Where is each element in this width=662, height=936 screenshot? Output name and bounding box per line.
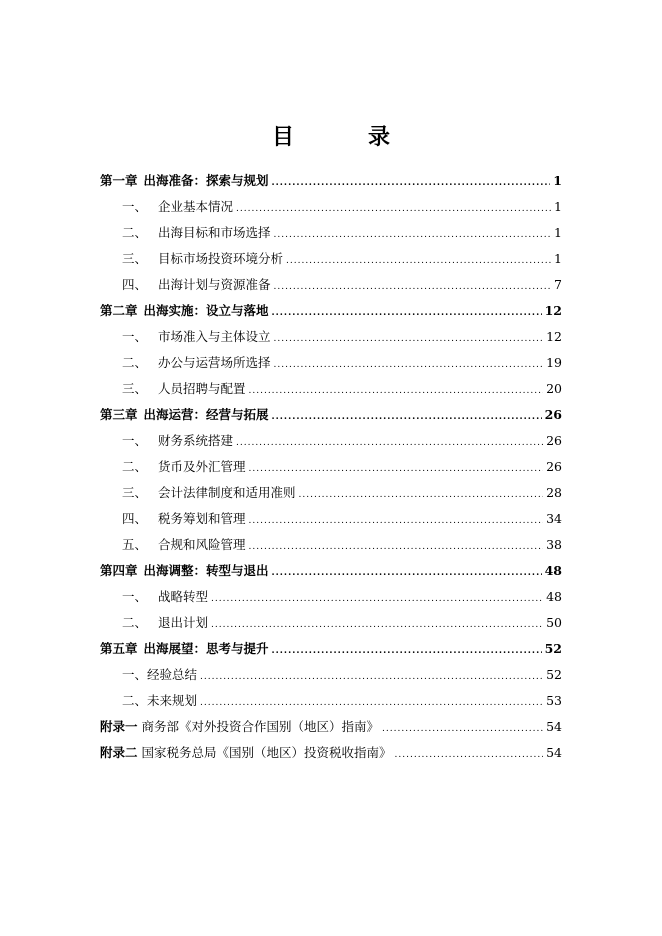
toc-entry-title: 商务部《对外投资合作国别（地区）指南》 <box>141 719 380 734</box>
toc-entry-number: 第一章 <box>100 173 138 188</box>
toc-entry-title: 国家税务总局《国别（地区）投资税收指南》 <box>141 745 392 760</box>
toc-entry-sub[interactable] <box>100 428 562 454</box>
dot-leader <box>299 482 544 508</box>
toc-entry-title: 出海运营：经营与拓展 <box>143 407 269 422</box>
table-of-contents <box>100 168 562 766</box>
dot-leader <box>286 248 551 274</box>
toc-entry-page: 54 <box>546 745 562 760</box>
toc-entry-sub[interactable] <box>100 584 562 610</box>
toc-entry-sub[interactable] <box>100 272 562 298</box>
toc-entry-page: 1 <box>554 251 562 266</box>
toc-entry-sub2[interactable] <box>100 662 562 688</box>
toc-entry-title: 货币及外汇管理 <box>158 459 246 474</box>
toc-entry-title: 目标市场投资环境分析 <box>158 251 284 266</box>
toc-entry-sub[interactable] <box>100 376 562 402</box>
toc-entry-number: 三、 <box>122 381 148 396</box>
dot-leader <box>272 170 551 196</box>
toc-entry-title: 出海目标和市场选择 <box>158 225 271 240</box>
toc-entry-page: 26 <box>544 407 562 422</box>
toc-entry-page: 53 <box>546 693 562 708</box>
dot-leader <box>249 456 544 482</box>
toc-entry-sub[interactable] <box>100 194 562 220</box>
toc-entry-number: 三、 <box>122 251 148 266</box>
toc-entry-number: 附录二 <box>100 745 138 760</box>
toc-entry-page: 26 <box>546 433 562 448</box>
toc-entry-page: 19 <box>546 355 562 370</box>
toc-entry-page: 34 <box>546 511 562 526</box>
toc-entry-number: 一、 <box>122 589 148 604</box>
toc-entry-title: 出海准备：探索与规划 <box>143 173 269 188</box>
toc-entry-title: 经验总结 <box>147 667 198 682</box>
toc-entry-sub[interactable] <box>100 532 562 558</box>
toc-entry-number: 第四章 <box>100 563 138 578</box>
toc-entry-chapter[interactable] <box>100 636 562 662</box>
toc-entry-sub[interactable] <box>100 506 562 532</box>
toc-entry-title: 税务筹划和管理 <box>158 511 246 526</box>
toc-entry-sub[interactable] <box>100 454 562 480</box>
toc-entry-page: 52 <box>544 641 562 656</box>
toc-entry-number: 一、 <box>122 433 148 448</box>
dot-leader <box>236 430 543 456</box>
toc-entry-number: 五、 <box>122 537 148 552</box>
toc-entry-appendix[interactable] <box>100 740 562 766</box>
toc-entry-title: 出海调整：转型与退出 <box>143 563 269 578</box>
dot-leader <box>272 404 542 430</box>
dot-leader <box>236 196 551 222</box>
toc-entry-title: 企业基本情况 <box>158 199 234 214</box>
toc-entry-page: 20 <box>546 381 562 396</box>
toc-entry-page: 48 <box>546 589 562 604</box>
toc-entry-title: 退出计划 <box>158 615 209 630</box>
dot-leader <box>274 222 551 248</box>
toc-entry-sub[interactable] <box>100 246 562 272</box>
dot-leader <box>382 716 543 742</box>
toc-entry-page: 1 <box>554 199 562 214</box>
toc-entry-sub[interactable] <box>100 480 562 506</box>
toc-entry-number: 四、 <box>122 277 148 292</box>
toc-entry-sub[interactable] <box>100 610 562 636</box>
toc-entry-title: 出海实施：设立与落地 <box>143 303 269 318</box>
toc-entry-sub[interactable] <box>100 220 562 246</box>
dot-leader <box>272 560 542 586</box>
toc-entry-number: 第五章 <box>100 641 138 656</box>
toc-entry-title: 市场准入与主体设立 <box>158 329 271 344</box>
toc-entry-page: 50 <box>546 615 562 630</box>
toc-entry-page: 12 <box>544 303 562 318</box>
dot-leader <box>249 534 544 560</box>
toc-entry-page: 52 <box>546 667 562 682</box>
toc-entry-title: 会计法律制度和适用准则 <box>158 485 296 500</box>
toc-entry-page: 26 <box>546 459 562 474</box>
toc-entry-sub[interactable] <box>100 324 562 350</box>
toc-entry-page: 7 <box>554 277 562 292</box>
toc-entry-chapter[interactable] <box>100 402 562 428</box>
toc-entry-title: 合规和风险管理 <box>158 537 246 552</box>
toc-entry-page: 1 <box>553 173 562 188</box>
toc-entry-page: 1 <box>554 225 562 240</box>
toc-entry-number: 一、 <box>122 329 148 344</box>
dot-leader <box>272 638 542 664</box>
toc-entry-number: 三、 <box>122 485 148 500</box>
toc-entry-title: 战略转型 <box>158 589 209 604</box>
dot-leader <box>249 508 544 534</box>
toc-entry-number: 二、 <box>122 355 148 370</box>
dot-leader <box>395 742 544 768</box>
page-title: 目 录 <box>271 125 416 150</box>
toc-entry-number: 二、 <box>122 693 148 708</box>
dot-leader <box>211 612 543 638</box>
toc-entry-chapter[interactable] <box>100 168 562 194</box>
dot-leader <box>274 274 551 300</box>
toc-entry-title: 出海展望：思考与提升 <box>143 641 269 656</box>
toc-entry-number: 二、 <box>122 459 148 474</box>
toc-entry-page: 54 <box>546 719 562 734</box>
toc-entry-number: 二、 <box>122 615 148 630</box>
dot-leader <box>274 352 544 378</box>
toc-entry-title: 出海计划与资源准备 <box>158 277 271 292</box>
toc-entry-number: 第二章 <box>100 303 138 318</box>
toc-entry-number: 一、 <box>122 667 148 682</box>
toc-entry-sub[interactable] <box>100 350 562 376</box>
toc-entry-number: 四、 <box>122 511 148 526</box>
toc-entry-title: 办公与运营场所选择 <box>158 355 271 370</box>
dot-leader <box>200 664 543 690</box>
toc-entry-page: 12 <box>546 329 562 344</box>
toc-entry-page: 48 <box>544 563 562 578</box>
toc-entry-number: 第三章 <box>100 407 138 422</box>
toc-entry-title: 财务系统搭建 <box>158 433 234 448</box>
toc-entry-page: 28 <box>546 485 562 500</box>
toc-entry-chapter[interactable] <box>100 298 562 324</box>
dot-leader <box>272 300 542 326</box>
dot-leader <box>249 378 544 404</box>
toc-entry-number: 二、 <box>122 225 148 240</box>
toc-entry-title: 人员招聘与配置 <box>158 381 246 396</box>
dot-leader <box>200 690 543 716</box>
toc-entry-chapter[interactable] <box>100 558 562 584</box>
toc-entry-page: 38 <box>546 537 562 552</box>
toc-entry-sub2[interactable] <box>100 688 562 714</box>
toc-entry-number: 一、 <box>122 199 148 214</box>
toc-entry-title: 未来规划 <box>147 693 198 708</box>
toc-entry-appendix[interactable] <box>100 714 562 740</box>
dot-leader <box>211 586 543 612</box>
dot-leader <box>274 326 544 352</box>
toc-entry-number: 附录一 <box>100 719 138 734</box>
